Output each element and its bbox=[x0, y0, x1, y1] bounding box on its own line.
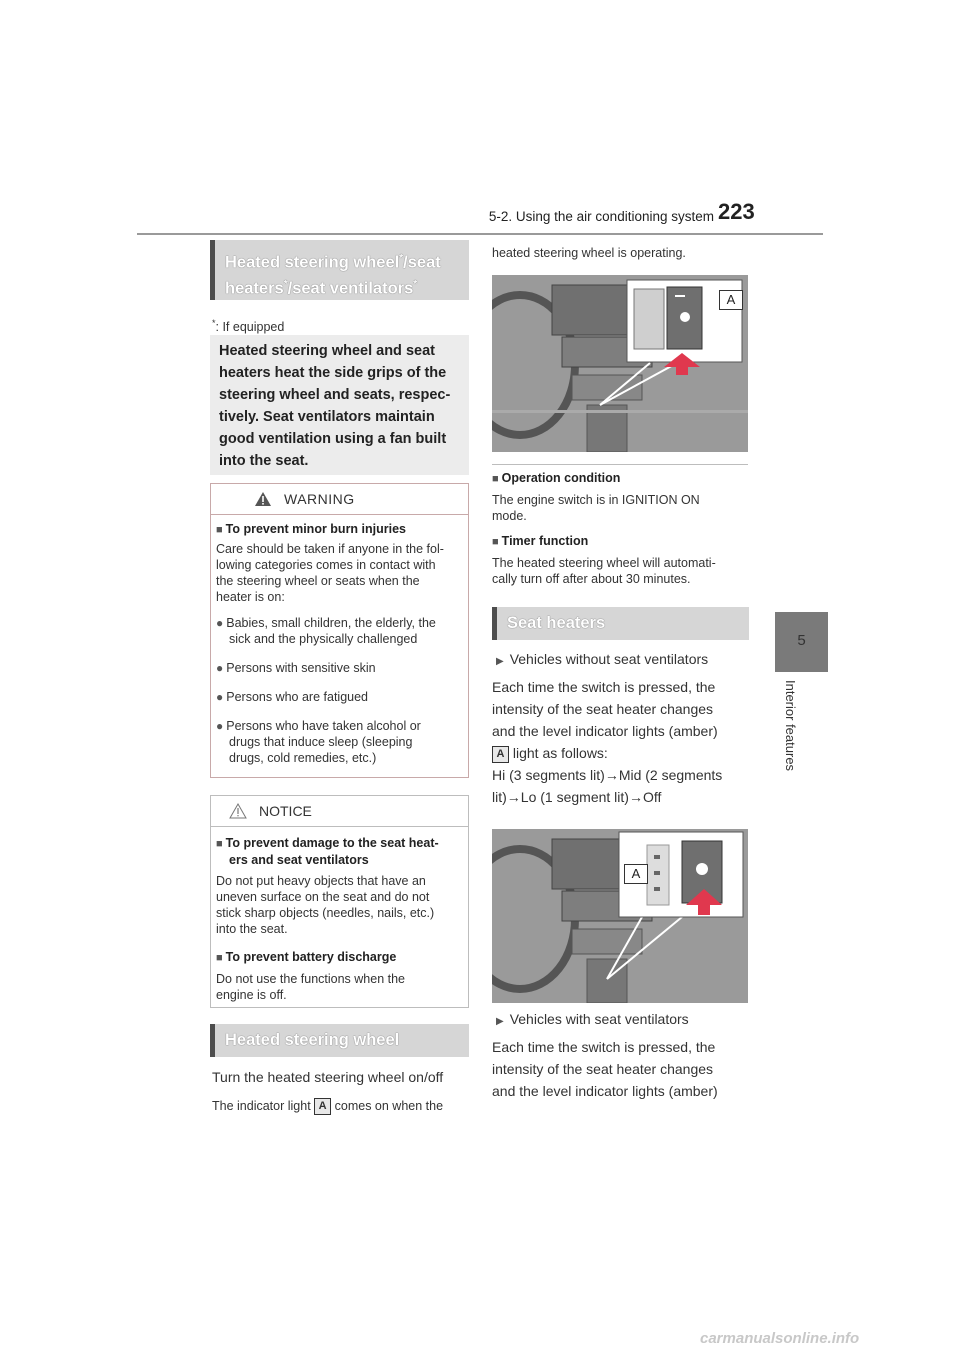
notice-body-line: into the seat. bbox=[216, 922, 288, 936]
timer-function: ■ Timer function The heated steering wheel will automati- cally turn off after about 30 minutes. bbox=[492, 534, 716, 586]
header-rule bbox=[137, 233, 823, 235]
dashboard-illustration bbox=[492, 829, 748, 1003]
warning-box bbox=[210, 483, 469, 778]
warning-subhead: To prevent minor burn injuries bbox=[225, 522, 406, 536]
dashboard-image-seat bbox=[492, 829, 748, 1003]
dashboard-illustration bbox=[492, 275, 748, 452]
divider bbox=[492, 464, 748, 465]
callout-a-label: A bbox=[719, 290, 743, 310]
chapter-label: Interior features bbox=[783, 680, 798, 772]
asterisk: * bbox=[283, 278, 288, 290]
seat-heater-description: Each time the switch is pressed, the intensity of the seat heater changes and the level indicator lights (amber) A light as follows: Hi (3 segments lit)→Mid (2 segments lit)→Lo (1 segment lit)→Off bbox=[492, 679, 723, 805]
warning-body-line: heater is on: bbox=[216, 590, 285, 604]
section-title-seat-heaters: Seat heaters bbox=[492, 607, 749, 640]
intro-line: steering wheel and seats, respec- bbox=[219, 387, 451, 403]
section-title-heated-steering-seat bbox=[210, 240, 469, 300]
square-bullet-icon: ■ bbox=[492, 536, 499, 548]
section-heading: 5-2. Using the air conditioning system bbox=[488, 209, 714, 224]
footnote bbox=[212, 315, 284, 335]
notice-title: NOTICE bbox=[259, 803, 312, 819]
title-part: heaters bbox=[225, 279, 284, 297]
warning-body-line: lowing categories comes in contact with bbox=[216, 558, 436, 572]
notice-subhead: To prevent battery discharge bbox=[225, 950, 397, 964]
square-bullet-icon: ■ bbox=[216, 838, 223, 850]
triangle-bullet-icon: ▶ bbox=[496, 656, 504, 667]
warning-header bbox=[211, 484, 468, 515]
bullet-dot-icon: ● bbox=[216, 719, 224, 733]
warning-bullet: ● Persons with sensitive skin bbox=[216, 661, 376, 675]
turn-instruction: Turn the heated steering wheel on/off bbox=[212, 1069, 444, 1085]
dashboard-image-steering bbox=[492, 275, 748, 452]
warning-bullet: ● Babies, small children, the elderly, the sick and the physically challenged bbox=[216, 616, 436, 646]
notice-body-line: engine is off. bbox=[216, 988, 287, 1002]
title-part: Heated steering wheel bbox=[225, 253, 400, 272]
bullet-dot-icon: ● bbox=[216, 661, 224, 675]
bullet-dot-icon: ● bbox=[216, 690, 224, 704]
bullet-dot-icon: ● bbox=[216, 616, 224, 630]
asterisk: * bbox=[212, 318, 216, 328]
notice-body-line: uneven surface on the seat and do not bbox=[216, 890, 430, 904]
intro-line: into the seat. bbox=[219, 453, 309, 469]
asterisk: * bbox=[399, 253, 404, 264]
continued-text: heated steering wheel is operating. bbox=[492, 246, 686, 260]
with-ventilators: ▶ Vehicles with seat ventilators bbox=[496, 1011, 689, 1027]
notice-body-line: Do not use the functions when the bbox=[216, 972, 406, 986]
operation-condition: ■ Operation condition The engine switch is in IGNITION ON mode. bbox=[492, 471, 700, 523]
without-ventilators: ▶ Vehicles without seat ventilators bbox=[496, 651, 709, 667]
intro-line: heaters heat the side grips of the bbox=[219, 365, 447, 381]
square-bullet-icon: ■ bbox=[216, 524, 223, 536]
asterisk: * bbox=[413, 278, 418, 290]
callout-a-label: A bbox=[624, 864, 648, 884]
intro-line: good ventilation using a fan built bbox=[219, 431, 447, 447]
intro-line: Heated steering wheel and seat bbox=[219, 343, 435, 359]
seat-heater-description-2: Each time the switch is pressed, the intensity of the seat heater changes and the level indicator lights (amber) bbox=[492, 1039, 718, 1099]
notice-header bbox=[211, 796, 468, 827]
callout-a-box: A bbox=[492, 746, 509, 763]
section-title-heated-steering-wheel: Heated steering wheel bbox=[210, 1024, 469, 1057]
notice-body-line: Do not put heavy objects that have an bbox=[216, 874, 426, 888]
watermark: carmanualsonline.info bbox=[700, 1330, 860, 1347]
footnote-text: : If equipped bbox=[215, 320, 285, 335]
notice-body-line: stick sharp objects (needles, nails, etc.) bbox=[216, 906, 435, 920]
callout-a-box: A bbox=[314, 1098, 331, 1115]
square-bullet-icon: ■ bbox=[492, 473, 499, 485]
triangle-bullet-icon: ▶ bbox=[496, 1016, 504, 1027]
page-number: 223 bbox=[718, 199, 755, 224]
square-bullet-icon: ■ bbox=[216, 952, 223, 964]
intro-box bbox=[210, 335, 469, 475]
indicator-text: The indicator light A comes on when the bbox=[212, 1098, 443, 1115]
notice-subhead: ers and seat ventilators bbox=[229, 853, 369, 867]
title-part: /seat bbox=[403, 253, 441, 272]
warning-bullet: ● Persons who have taken alcohol or drugs that induce sleep (sleeping drugs, cold remedies, etc.) bbox=[216, 719, 421, 765]
warning-bullet: ● Persons who are fatigued bbox=[216, 690, 369, 704]
notice-triangle-icon bbox=[229, 803, 247, 819]
intro-line: tively. Seat ventilators maintain bbox=[219, 409, 435, 425]
warning-triangle-icon bbox=[254, 491, 272, 507]
notice-subhead: To prevent damage to the seat heat- bbox=[225, 836, 439, 850]
title-part: /seat ventilators bbox=[287, 279, 414, 297]
warning-title: WARNING bbox=[284, 491, 355, 507]
warning-body-line: Care should be taken if anyone in the fol- bbox=[216, 542, 444, 556]
notice-box bbox=[210, 795, 469, 1008]
warning-body-line: the steering wheel or seats when the bbox=[216, 574, 420, 588]
chapter-number: 5 bbox=[797, 632, 806, 649]
